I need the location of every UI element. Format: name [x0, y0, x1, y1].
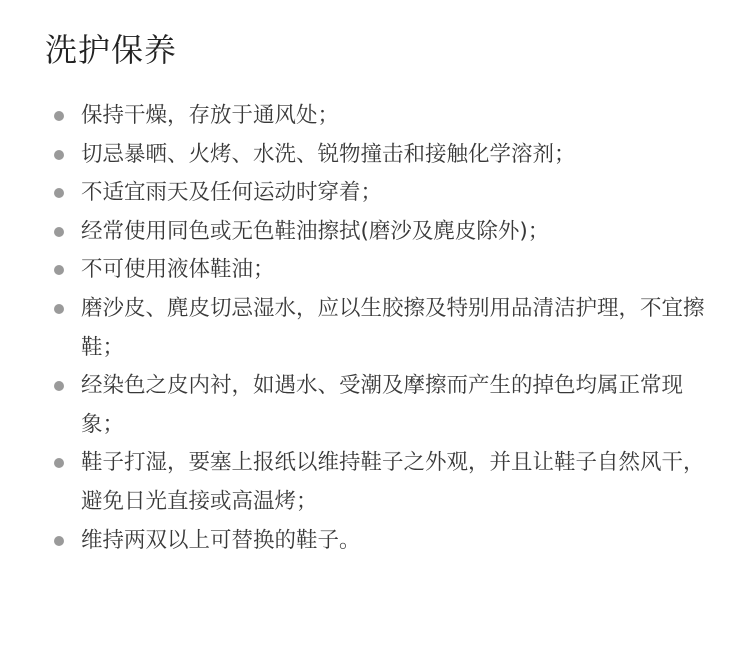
list-item-text: 鞋子打湿，要塞上报纸以维持鞋子之外观，并且让鞋子自然风干，避免日光直接或高温烤；	[81, 450, 705, 514]
list-item-text: 经染色之皮内衬，如遇水、受潮及摩擦而产生的掉色均属正常现象；	[81, 373, 684, 437]
list-item-text: 切忌暴晒、火烤、水洗、锐物撞击和接触化学溶剂；	[81, 141, 576, 167]
list-item-text: 保持干燥，存放于通风处；	[81, 103, 340, 128]
list-item	[45, 251, 710, 290]
bullet-icon	[54, 265, 64, 275]
bullet-icon	[54, 536, 64, 546]
bullet-icon	[54, 111, 64, 121]
list-item-text: 经常使用同色或无色鞋油擦拭(磨沙及麂皮除外)；	[81, 218, 550, 244]
bullet-icon	[54, 188, 64, 198]
list-item-text: 维持两双以上可替换的鞋子。	[81, 527, 361, 553]
list-item-text: 不可使用液体鞋油；	[81, 257, 275, 283]
bullet-icon	[54, 150, 64, 160]
bullet-icon	[54, 227, 64, 237]
page-title: 洗护保养	[45, 31, 178, 69]
list-item	[45, 136, 710, 175]
list-item	[45, 367, 710, 444]
care-list	[45, 97, 710, 560]
list-item	[45, 97, 710, 136]
list-item-text: 不适宜雨天及任何运动时穿着；	[81, 180, 383, 206]
bullet-icon	[54, 304, 64, 314]
bullet-icon	[54, 458, 64, 468]
list-item	[45, 290, 710, 367]
list-item	[45, 213, 710, 252]
list-item	[45, 174, 710, 213]
list-item	[45, 444, 710, 521]
bullet-icon	[54, 381, 64, 391]
list-item	[45, 522, 710, 561]
list-item-text: 磨沙皮、麂皮切忌湿水，应以生胶擦及特别用品清洁护理，不宜擦鞋；	[81, 295, 705, 360]
